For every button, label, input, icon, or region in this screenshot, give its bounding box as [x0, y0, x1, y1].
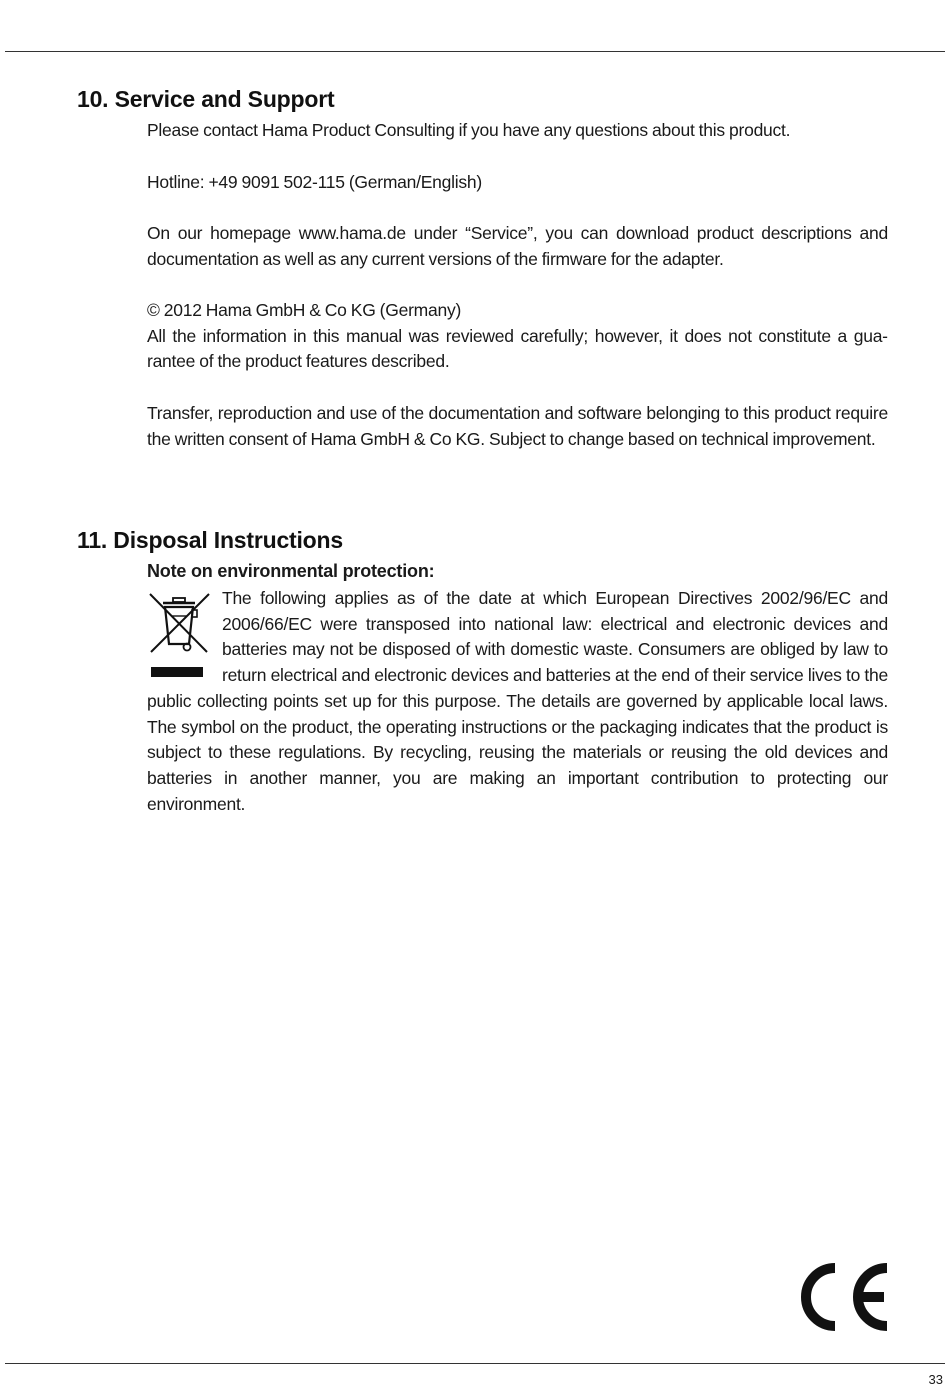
homepage-paragraph: On our homepage www.hama.de under “Service”, you can download product descriptions and documentation as well as any current versions of the firmware for the adapter.: [147, 223, 888, 269]
bottom-rule: [5, 1363, 945, 1364]
section-heading-service: 10. Service and Support: [77, 86, 335, 112]
copyright-block: [147, 298, 888, 375]
crossed-out-wheelie-bin-icon: [147, 588, 213, 678]
top-rule: [5, 51, 945, 52]
page-number: 33: [928, 1372, 943, 1387]
environmental-note-heading: Note on environmental protection:: [147, 561, 435, 581]
disclaimer-paragraph: All the information in this manual was reviewed carefully; however, it does not constitute a guarantee of the product features described.: [147, 325, 888, 372]
service-contact-paragraph: Please contact Hama Product Consulting if you have any questions about this product.: [147, 120, 791, 140]
disposal-body: [147, 586, 888, 817]
copyright-line: © 2012 Hama GmbH & Co KG (Germany): [147, 300, 462, 320]
section-heading-disposal: 11. Disposal Instructions: [77, 527, 343, 553]
disposal-paragraph: The following applies as of the date at which European Directives 2002/96/EC and 2006/66/EC were transposed into national law: electrical and electronic devices and batteries may not be disposed of with domestic waste. Consumers are obliged by law to return electrical and electronic devices and batteries at the end of their service lives to the public collecting points set up for this purpose. The details are governed by applicable local laws. The symbol on the product, the operating instructions or the packaging indicates that the product is subject to these regulations. By recycling, reusing the materials or reusing the old devices and batteries in another manner, you are making an important contribution to protecting our environment.: [147, 588, 888, 814]
hotline-paragraph: Hotline: +49 9091 502-115 (German/English): [147, 172, 482, 192]
transfer-paragraph: Transfer, reproduction and use of the documentation and software belonging to this product require the written consent of Hama GmbH & Co KG. Subject to change based on technical improvement.: [147, 403, 888, 449]
ce-mark-icon: [795, 1262, 893, 1332]
